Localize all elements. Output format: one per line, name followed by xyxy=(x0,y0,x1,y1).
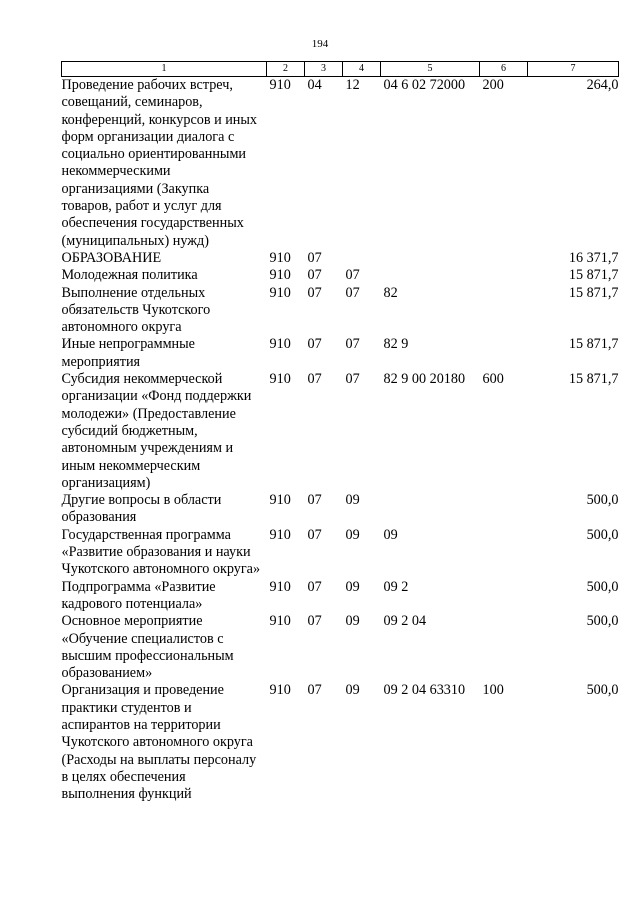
row-subsection: 09 xyxy=(345,492,360,509)
row-subsection: 09 xyxy=(345,526,360,543)
row-name: Подпрограмма «Развитие кадрового потенциала» xyxy=(61,578,216,612)
row-admin-code: 910 xyxy=(269,526,291,543)
table-header xyxy=(62,62,619,77)
row-amount: 15 871,7 xyxy=(568,267,619,284)
row-name: ОБРАЗОВАНИЕ xyxy=(61,249,162,266)
row-admin-code: 910 xyxy=(269,267,291,284)
table-row xyxy=(62,527,619,579)
row-amount: 15 871,7 xyxy=(568,336,619,353)
row-expense-type xyxy=(480,267,528,284)
row-expense-type xyxy=(480,613,528,682)
row-section: 07 xyxy=(307,578,322,595)
row-name: Иные непрограммные мероприятия xyxy=(61,336,195,370)
row-expense-type xyxy=(480,527,528,579)
row-target-article xyxy=(381,267,480,284)
table-row xyxy=(62,579,619,614)
budget-table xyxy=(61,61,619,803)
row-expense-type xyxy=(480,492,528,527)
row-target-article: 82 9 00 20180 xyxy=(383,371,466,388)
row-amount: 15 871,7 xyxy=(568,284,619,301)
page-number: 194 xyxy=(311,38,329,50)
row-subsection: 12 xyxy=(345,77,360,93)
table-body xyxy=(62,77,619,804)
row-subsection: 07 xyxy=(345,267,360,284)
row-target-article: 82 xyxy=(383,284,398,301)
table-row xyxy=(62,613,619,682)
row-target-article xyxy=(381,250,480,267)
header-col-4: 4 xyxy=(343,62,381,77)
row-section: 07 xyxy=(307,267,322,284)
row-subsection: 09 xyxy=(345,613,360,630)
row-expense-type: 100 xyxy=(482,682,504,699)
table-row xyxy=(62,336,619,371)
row-amount: 500,0 xyxy=(586,492,619,509)
row-amount: 500,0 xyxy=(586,613,619,630)
table-row xyxy=(62,682,619,803)
row-amount: 500,0 xyxy=(586,526,619,543)
row-name: Другие вопросы в области образования xyxy=(61,492,222,526)
row-subsection: 07 xyxy=(345,336,360,353)
row-subsection xyxy=(343,250,381,267)
row-subsection: 07 xyxy=(345,284,360,301)
header-col-7: 7 xyxy=(528,62,619,77)
header-col-1: 1 xyxy=(62,62,267,77)
row-target-article: 09 2 xyxy=(383,578,409,595)
row-admin-code: 910 xyxy=(269,613,291,630)
row-section: 07 xyxy=(307,371,322,388)
row-section: 07 xyxy=(307,249,322,266)
row-amount: 16 371,7 xyxy=(568,249,619,266)
row-expense-type xyxy=(480,250,528,267)
header-row xyxy=(62,62,619,77)
row-section: 07 xyxy=(307,492,322,509)
row-expense-type: 600 xyxy=(482,371,504,388)
row-subsection: 09 xyxy=(345,578,360,595)
row-name: Субсидия некоммерческой организации «Фонд поддержки молодежи» (Предоставление субсидий бюджетным, автономным учреждениям и иным некоммерческим организациям) xyxy=(61,371,252,491)
row-expense-type xyxy=(480,285,528,337)
row-target-article: 09 2 04 xyxy=(383,613,427,630)
row-target-article: 09 xyxy=(383,526,398,543)
row-expense-type: 200 xyxy=(482,77,504,93)
row-admin-code: 910 xyxy=(269,371,291,388)
row-subsection: 07 xyxy=(345,371,360,388)
row-admin-code: 910 xyxy=(269,77,291,93)
row-admin-code: 910 xyxy=(269,578,291,595)
table-row xyxy=(62,267,619,284)
row-name: Выполнение отдельных обязательств Чукотского автономного округа xyxy=(61,284,211,336)
row-target-article: 09 2 04 63310 xyxy=(383,682,466,699)
row-section: 07 xyxy=(307,613,322,630)
table-row xyxy=(62,250,619,267)
row-target-article: 04 6 02 72000 xyxy=(383,77,466,93)
row-admin-code: 910 xyxy=(269,492,291,509)
row-admin-code: 910 xyxy=(269,336,291,353)
row-admin-code: 910 xyxy=(269,284,291,301)
row-admin-code: 910 xyxy=(269,682,291,699)
row-section: 04 xyxy=(307,77,322,93)
header-col-5: 5 xyxy=(381,62,480,77)
table-row xyxy=(62,371,619,492)
row-expense-type xyxy=(480,336,528,371)
row-name: Проведение рабочих встреч, совещаний, семинаров, конференций, конкурсов и иных форм организации диалога с социально ориентированными некоммерческими организациями (Закупка товаров, работ и услуг для обеспечения государственных (муниципальных) нужд) xyxy=(61,77,258,249)
row-name: Основное мероприятие «Обучение специалистов с высшим профессиональным образованием» xyxy=(61,613,234,682)
row-section: 07 xyxy=(307,526,322,543)
row-subsection: 09 xyxy=(345,682,360,699)
row-amount: 500,0 xyxy=(586,578,619,595)
row-name: Организация и проведение практики студентов и аспирантов на территории Чукотского автономного округа (Расходы на выплаты персоналу в целях обеспечения выполнения функций xyxy=(61,682,257,803)
row-target-article: 82 9 xyxy=(383,336,409,353)
header-col-3: 3 xyxy=(305,62,343,77)
row-name: Государственная программа «Развитие образования и науки Чукотского автономного округа» xyxy=(61,526,261,578)
row-amount: 500,0 xyxy=(586,682,619,699)
header-col-2: 2 xyxy=(267,62,305,77)
row-admin-code: 910 xyxy=(269,249,291,266)
row-name: Молодежная политика xyxy=(61,267,198,284)
row-section: 07 xyxy=(307,284,322,301)
table-row xyxy=(62,77,619,250)
row-section: 07 xyxy=(307,336,322,353)
table-row xyxy=(62,285,619,337)
row-expense-type xyxy=(480,579,528,614)
header-col-6: 6 xyxy=(480,62,528,77)
row-amount: 264,0 xyxy=(586,77,619,93)
table-row xyxy=(62,492,619,527)
row-target-article xyxy=(381,492,480,527)
row-section: 07 xyxy=(307,682,322,699)
row-amount: 15 871,7 xyxy=(568,371,619,388)
